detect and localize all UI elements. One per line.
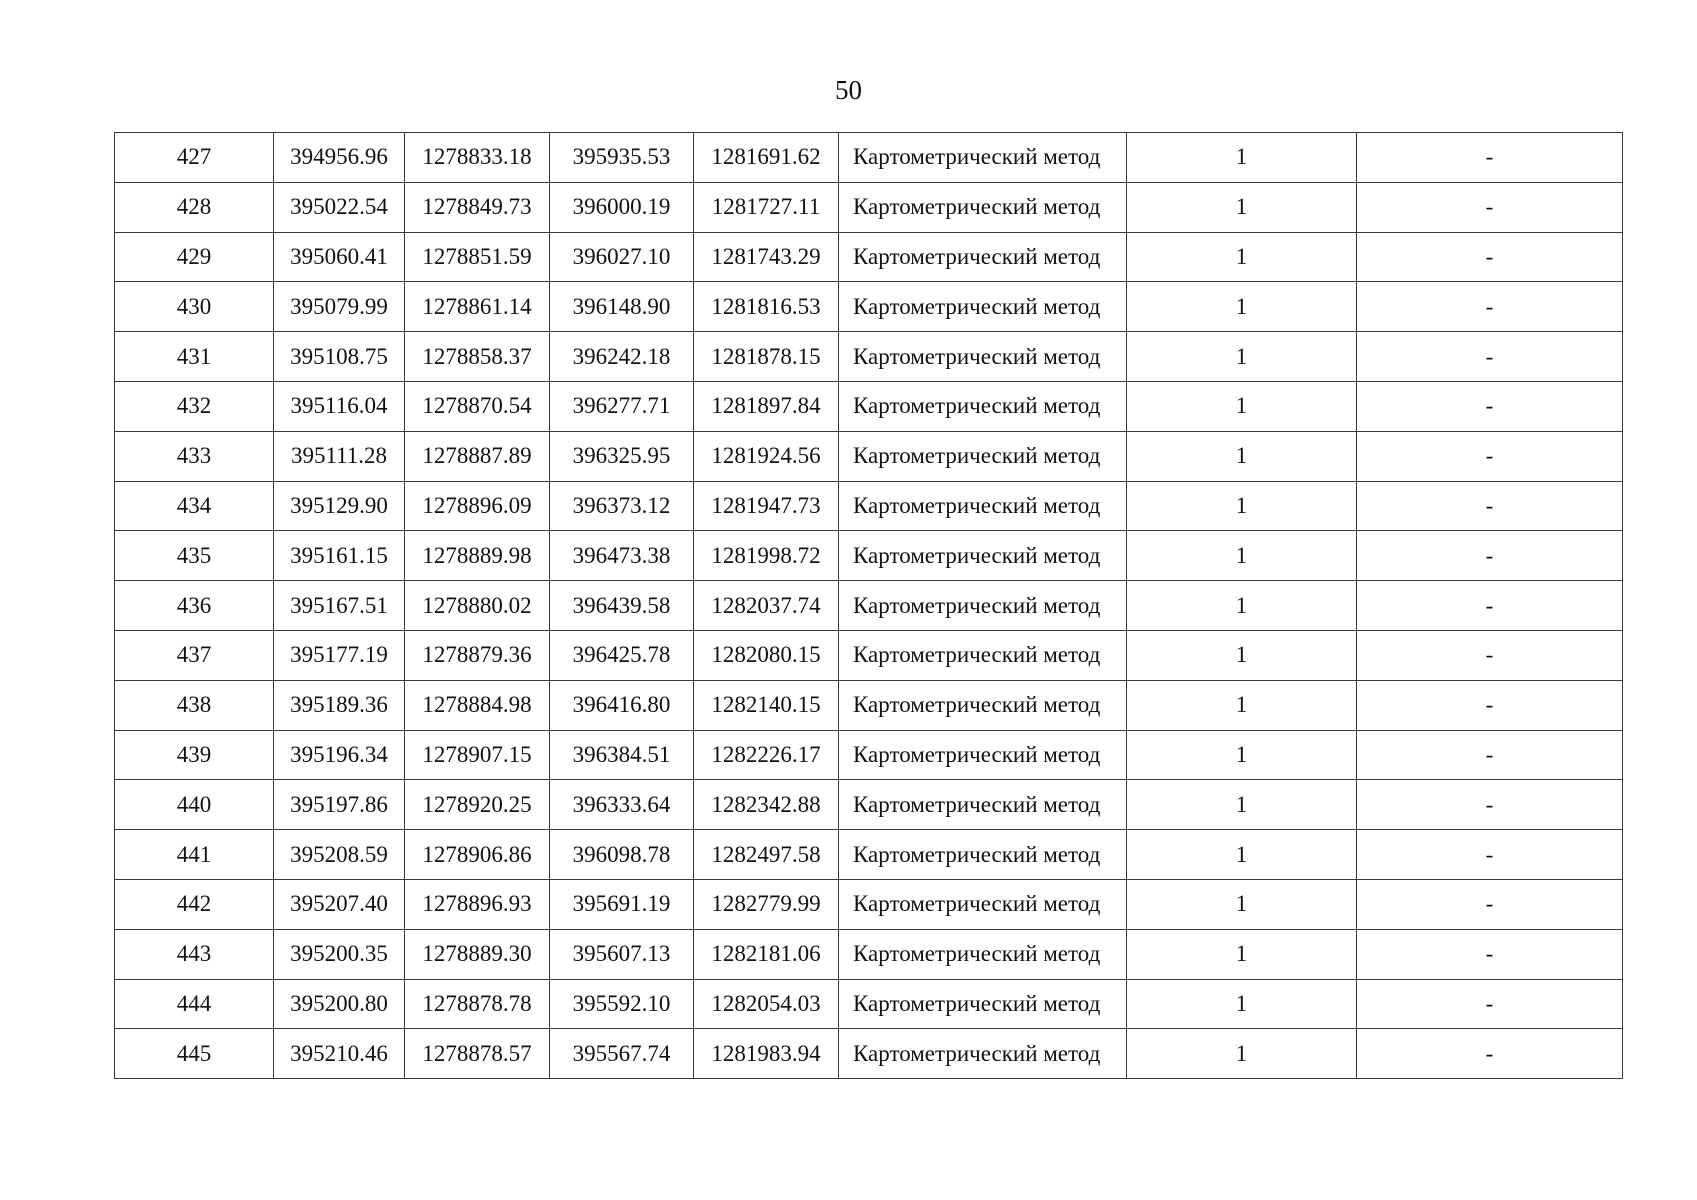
y-new-cell: 1281691.62 xyxy=(694,133,839,183)
x-old-cell: 395060.41 xyxy=(274,232,405,282)
x-old-cell: 395116.04 xyxy=(274,381,405,431)
x-old-cell: 395079.99 xyxy=(274,282,405,332)
table-row xyxy=(115,581,1623,631)
x-old-cell: 395022.54 xyxy=(274,182,405,232)
y-new-cell: 1282226.17 xyxy=(694,730,839,780)
y-new-cell: 1281998.72 xyxy=(694,531,839,581)
table-row xyxy=(115,879,1623,929)
y-old-cell: 1278907.15 xyxy=(405,730,550,780)
table-row xyxy=(115,481,1623,531)
description-cell: - xyxy=(1357,929,1623,979)
method-cell: Картометрический метод xyxy=(839,879,1127,929)
x-new-cell: 396373.12 xyxy=(550,481,694,531)
point-number-cell: 432 xyxy=(115,381,274,431)
point-number-cell: 436 xyxy=(115,581,274,631)
table-row xyxy=(115,531,1623,581)
accuracy-cell: 1 xyxy=(1127,929,1357,979)
table-row xyxy=(115,780,1623,830)
accuracy-cell: 1 xyxy=(1127,332,1357,382)
y-new-cell: 1282140.15 xyxy=(694,680,839,730)
table-row xyxy=(115,182,1623,232)
y-new-cell: 1281897.84 xyxy=(694,381,839,431)
accuracy-cell: 1 xyxy=(1127,232,1357,282)
description-cell: - xyxy=(1357,680,1623,730)
y-old-cell: 1278851.59 xyxy=(405,232,550,282)
table-body xyxy=(115,133,1623,1079)
accuracy-cell: 1 xyxy=(1127,282,1357,332)
y-new-cell: 1281924.56 xyxy=(694,431,839,481)
point-number-cell: 441 xyxy=(115,830,274,880)
accuracy-cell: 1 xyxy=(1127,1029,1357,1079)
x-old-cell: 395167.51 xyxy=(274,581,405,631)
x-new-cell: 396098.78 xyxy=(550,830,694,880)
point-number-cell: 442 xyxy=(115,879,274,929)
table-row xyxy=(115,630,1623,680)
method-cell: Картометрический метод xyxy=(839,381,1127,431)
accuracy-cell: 1 xyxy=(1127,431,1357,481)
method-cell: Картометрический метод xyxy=(839,630,1127,680)
x-old-cell: 395196.34 xyxy=(274,730,405,780)
description-cell: - xyxy=(1357,879,1623,929)
description-cell: - xyxy=(1357,581,1623,631)
x-old-cell: 394956.96 xyxy=(274,133,405,183)
accuracy-cell: 1 xyxy=(1127,680,1357,730)
point-number-cell: 434 xyxy=(115,481,274,531)
description-cell: - xyxy=(1357,282,1623,332)
accuracy-cell: 1 xyxy=(1127,481,1357,531)
description-cell: - xyxy=(1357,332,1623,382)
y-old-cell: 1278896.93 xyxy=(405,879,550,929)
point-number-cell: 430 xyxy=(115,282,274,332)
page-number: 50 xyxy=(835,75,862,105)
description-cell: - xyxy=(1357,133,1623,183)
description-cell: - xyxy=(1357,531,1623,581)
description-cell: - xyxy=(1357,630,1623,680)
table-row xyxy=(115,680,1623,730)
description-cell: - xyxy=(1357,381,1623,431)
y-old-cell: 1278896.09 xyxy=(405,481,550,531)
x-old-cell: 395200.80 xyxy=(274,979,405,1029)
table-row xyxy=(115,979,1623,1029)
y-old-cell: 1278880.02 xyxy=(405,581,550,631)
y-old-cell: 1278858.37 xyxy=(405,332,550,382)
y-new-cell: 1282037.74 xyxy=(694,581,839,631)
accuracy-cell: 1 xyxy=(1127,581,1357,631)
point-number-cell: 433 xyxy=(115,431,274,481)
x-new-cell: 395607.13 xyxy=(550,929,694,979)
y-new-cell: 1282054.03 xyxy=(694,979,839,1029)
x-old-cell: 395208.59 xyxy=(274,830,405,880)
accuracy-cell: 1 xyxy=(1127,879,1357,929)
y-old-cell: 1278884.98 xyxy=(405,680,550,730)
x-new-cell: 396027.10 xyxy=(550,232,694,282)
accuracy-cell: 1 xyxy=(1127,531,1357,581)
point-number-cell: 428 xyxy=(115,182,274,232)
x-old-cell: 395210.46 xyxy=(274,1029,405,1079)
y-old-cell: 1278861.14 xyxy=(405,282,550,332)
y-new-cell: 1281816.53 xyxy=(694,282,839,332)
method-cell: Картометрический метод xyxy=(839,929,1127,979)
x-old-cell: 395207.40 xyxy=(274,879,405,929)
y-new-cell: 1281743.29 xyxy=(694,232,839,282)
method-cell: Картометрический метод xyxy=(839,780,1127,830)
y-new-cell: 1282497.58 xyxy=(694,830,839,880)
point-number-cell: 437 xyxy=(115,630,274,680)
description-cell: - xyxy=(1357,730,1623,780)
point-number-cell: 435 xyxy=(115,531,274,581)
method-cell: Картометрический метод xyxy=(839,730,1127,780)
method-cell: Картометрический метод xyxy=(839,830,1127,880)
x-new-cell: 396242.18 xyxy=(550,332,694,382)
description-cell: - xyxy=(1357,431,1623,481)
y-old-cell: 1278887.89 xyxy=(405,431,550,481)
y-old-cell: 1278879.36 xyxy=(405,630,550,680)
y-new-cell: 1281878.15 xyxy=(694,332,839,382)
y-old-cell: 1278906.86 xyxy=(405,830,550,880)
point-number-cell: 431 xyxy=(115,332,274,382)
point-number-cell: 445 xyxy=(115,1029,274,1079)
description-cell: - xyxy=(1357,979,1623,1029)
table-row xyxy=(115,282,1623,332)
point-number-cell: 429 xyxy=(115,232,274,282)
point-number-cell: 439 xyxy=(115,730,274,780)
x-new-cell: 396425.78 xyxy=(550,630,694,680)
accuracy-cell: 1 xyxy=(1127,182,1357,232)
accuracy-cell: 1 xyxy=(1127,979,1357,1029)
accuracy-cell: 1 xyxy=(1127,780,1357,830)
table-row xyxy=(115,830,1623,880)
y-old-cell: 1278889.98 xyxy=(405,531,550,581)
x-old-cell: 395200.35 xyxy=(274,929,405,979)
point-number-cell: 443 xyxy=(115,929,274,979)
accuracy-cell: 1 xyxy=(1127,730,1357,780)
table-row xyxy=(115,431,1623,481)
y-old-cell: 1278920.25 xyxy=(405,780,550,830)
accuracy-cell: 1 xyxy=(1127,830,1357,880)
y-new-cell: 1282779.99 xyxy=(694,879,839,929)
x-old-cell: 395108.75 xyxy=(274,332,405,382)
method-cell: Картометрический метод xyxy=(839,481,1127,531)
method-cell: Картометрический метод xyxy=(839,332,1127,382)
x-new-cell: 395592.10 xyxy=(550,979,694,1029)
x-old-cell: 395161.15 xyxy=(274,531,405,581)
x-new-cell: 396439.58 xyxy=(550,581,694,631)
y-new-cell: 1282181.06 xyxy=(694,929,839,979)
y-old-cell: 1278878.57 xyxy=(405,1029,550,1079)
y-new-cell: 1281983.94 xyxy=(694,1029,839,1079)
y-new-cell: 1281727.11 xyxy=(694,182,839,232)
method-cell: Картометрический метод xyxy=(839,680,1127,730)
x-new-cell: 396000.19 xyxy=(550,182,694,232)
description-cell: - xyxy=(1357,481,1623,531)
table-row xyxy=(115,232,1623,282)
point-number-cell: 440 xyxy=(115,780,274,830)
x-old-cell: 395189.36 xyxy=(274,680,405,730)
accuracy-cell: 1 xyxy=(1127,381,1357,431)
x-old-cell: 395129.90 xyxy=(274,481,405,531)
x-new-cell: 396333.64 xyxy=(550,780,694,830)
accuracy-cell: 1 xyxy=(1127,133,1357,183)
y-old-cell: 1278849.73 xyxy=(405,182,550,232)
table-row xyxy=(115,381,1623,431)
x-new-cell: 396148.90 xyxy=(550,282,694,332)
coordinates-table xyxy=(114,132,1623,1079)
method-cell: Картометрический метод xyxy=(839,133,1127,183)
y-old-cell: 1278878.78 xyxy=(405,979,550,1029)
table-row xyxy=(115,1029,1623,1079)
x-old-cell: 395177.19 xyxy=(274,630,405,680)
table-row xyxy=(115,332,1623,382)
description-cell: - xyxy=(1357,1029,1623,1079)
y-old-cell: 1278889.30 xyxy=(405,929,550,979)
x-new-cell: 396384.51 xyxy=(550,730,694,780)
point-number-cell: 438 xyxy=(115,680,274,730)
description-cell: - xyxy=(1357,182,1623,232)
y-old-cell: 1278833.18 xyxy=(405,133,550,183)
y-new-cell: 1282080.15 xyxy=(694,630,839,680)
method-cell: Картометрический метод xyxy=(839,581,1127,631)
table-row xyxy=(115,133,1623,183)
x-new-cell: 396473.38 xyxy=(550,531,694,581)
method-cell: Картометрический метод xyxy=(839,431,1127,481)
x-new-cell: 396277.71 xyxy=(550,381,694,431)
accuracy-cell: 1 xyxy=(1127,630,1357,680)
table-row xyxy=(115,929,1623,979)
x-new-cell: 396325.95 xyxy=(550,431,694,481)
description-cell: - xyxy=(1357,830,1623,880)
y-old-cell: 1278870.54 xyxy=(405,381,550,431)
description-cell: - xyxy=(1357,780,1623,830)
method-cell: Картометрический метод xyxy=(839,282,1127,332)
point-number-cell: 444 xyxy=(115,979,274,1029)
method-cell: Картометрический метод xyxy=(839,182,1127,232)
y-new-cell: 1281947.73 xyxy=(694,481,839,531)
method-cell: Картометрический метод xyxy=(839,979,1127,1029)
method-cell: Картометрический метод xyxy=(839,232,1127,282)
x-new-cell: 395691.19 xyxy=(550,879,694,929)
description-cell: - xyxy=(1357,232,1623,282)
y-new-cell: 1282342.88 xyxy=(694,780,839,830)
table-row xyxy=(115,730,1623,780)
x-new-cell: 396416.80 xyxy=(550,680,694,730)
x-new-cell: 395935.53 xyxy=(550,133,694,183)
point-number-cell: 427 xyxy=(115,133,274,183)
method-cell: Картометрический метод xyxy=(839,531,1127,581)
x-old-cell: 395111.28 xyxy=(274,431,405,481)
method-cell: Картометрический метод xyxy=(839,1029,1127,1079)
x-old-cell: 395197.86 xyxy=(274,780,405,830)
x-new-cell: 395567.74 xyxy=(550,1029,694,1079)
